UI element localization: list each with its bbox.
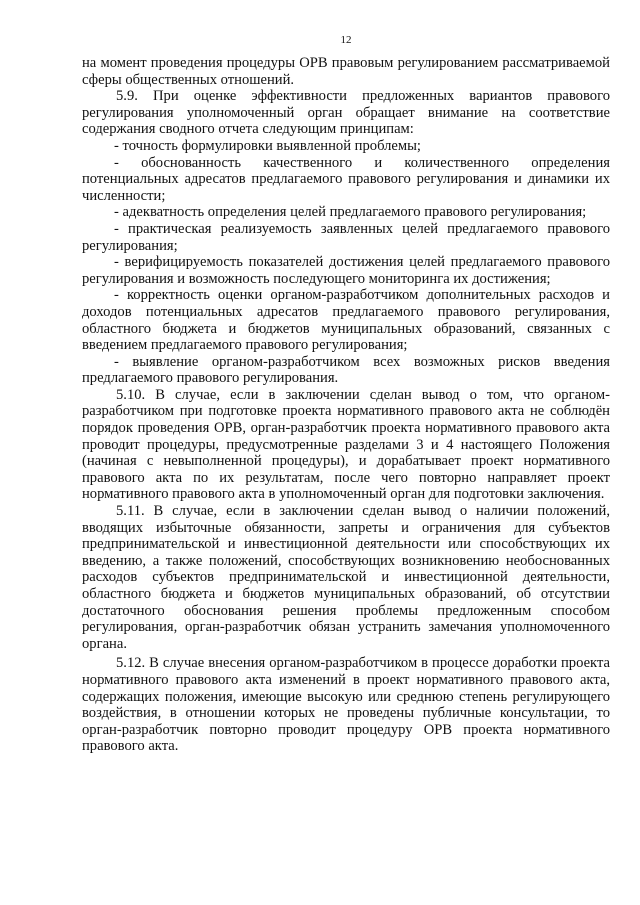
list-item: - практическая реализуемость заявленных целей предлагаемого правового регулирования; (82, 220, 610, 254)
paragraph-5-9: 5.9. При оценке эффективности предложенных вариантов правового регулирования уполномоченный орган обращает внимание на соответствие содержания сводного отчета следующим принципам: (82, 88, 610, 138)
page-number: 12 (340, 34, 352, 46)
list-item: - точность формулировки выявленной проблемы; (114, 137, 421, 154)
list-item: - выявление органом-разработчиком всех возможных рисков введения предлагаемого правового регулирования. (82, 353, 610, 387)
list-item: - обоснованность качественного и количественного определения потенциальных адресатов предлагаемого правового регулирования и динамики их численности; (82, 154, 610, 204)
list-item: - адекватность определения целей предлагаемого правового регулирования; (114, 204, 587, 221)
paragraph-5-11: 5.11. В случае, если в заключении сделан вывод о наличии положений, вводящих избыточные обязанности, запреты и ограничения для субъектов предпринимательской и инвестиционной деятельности или способствующих их введению, а также положений, способствующих возникновению необоснованных расходов субъектов предпринимательской и инвестиционной деятельности, областного бюджета и бюджетов муниципальных образований, об отсутствии достаточного обоснования решения проблемы предложенным способом регулирования, орган-разработчик обязан устранить замечания уполномоченного органа. (82, 503, 610, 652)
list-item: - верифицируемость показателей достижения целей предлагаемого правового регулирования и возможность последующего мониторинга их достижения; (82, 254, 610, 287)
paragraph-intro: на момент проведения процедуры ОРВ правовым регулированием рассматриваемой сферы общественных отношений. (82, 55, 610, 88)
paragraph-5-12: 5.12. В случае внесения органом-разработчиком в процессе доработки проекта нормативного правового акта изменений в проект нормативного правового акта, содержащих положения, имеющие высокую или среднюю степень регулирующего воздействия, в отношении которых не проведены публичные консультации, то орган-разработчик повторно проводит процедуру ОРВ проекта нормативного правового акта. (82, 655, 610, 755)
list-item: - корректность оценки органом-разработчиком дополнительных расходов и доходов потенциальных адресатов предлагаемого правового регулирования, областного бюджета и бюджетов муниципальных образований, связанных с введением предлагаемого правового регулирования; (82, 287, 610, 354)
paragraph-5-10: 5.10. В случае, если в заключении сделан вывод о том, что органом-разработчиком при подготовке проекта нормативного правового акта не соблюдён порядок проведения ОРВ, орган-разработчик проекта нормативного правового акта проводит процедуры, предусмотренные разделами 3 и 4 настоящего Положения (начиная с невыполненной процедуры), и дорабатывает проект нормативного правового акта по их результатам, после чего повторно направляет проект нормативного правового акта в уполномоченный орган для подготовки заключения. (82, 386, 610, 503)
